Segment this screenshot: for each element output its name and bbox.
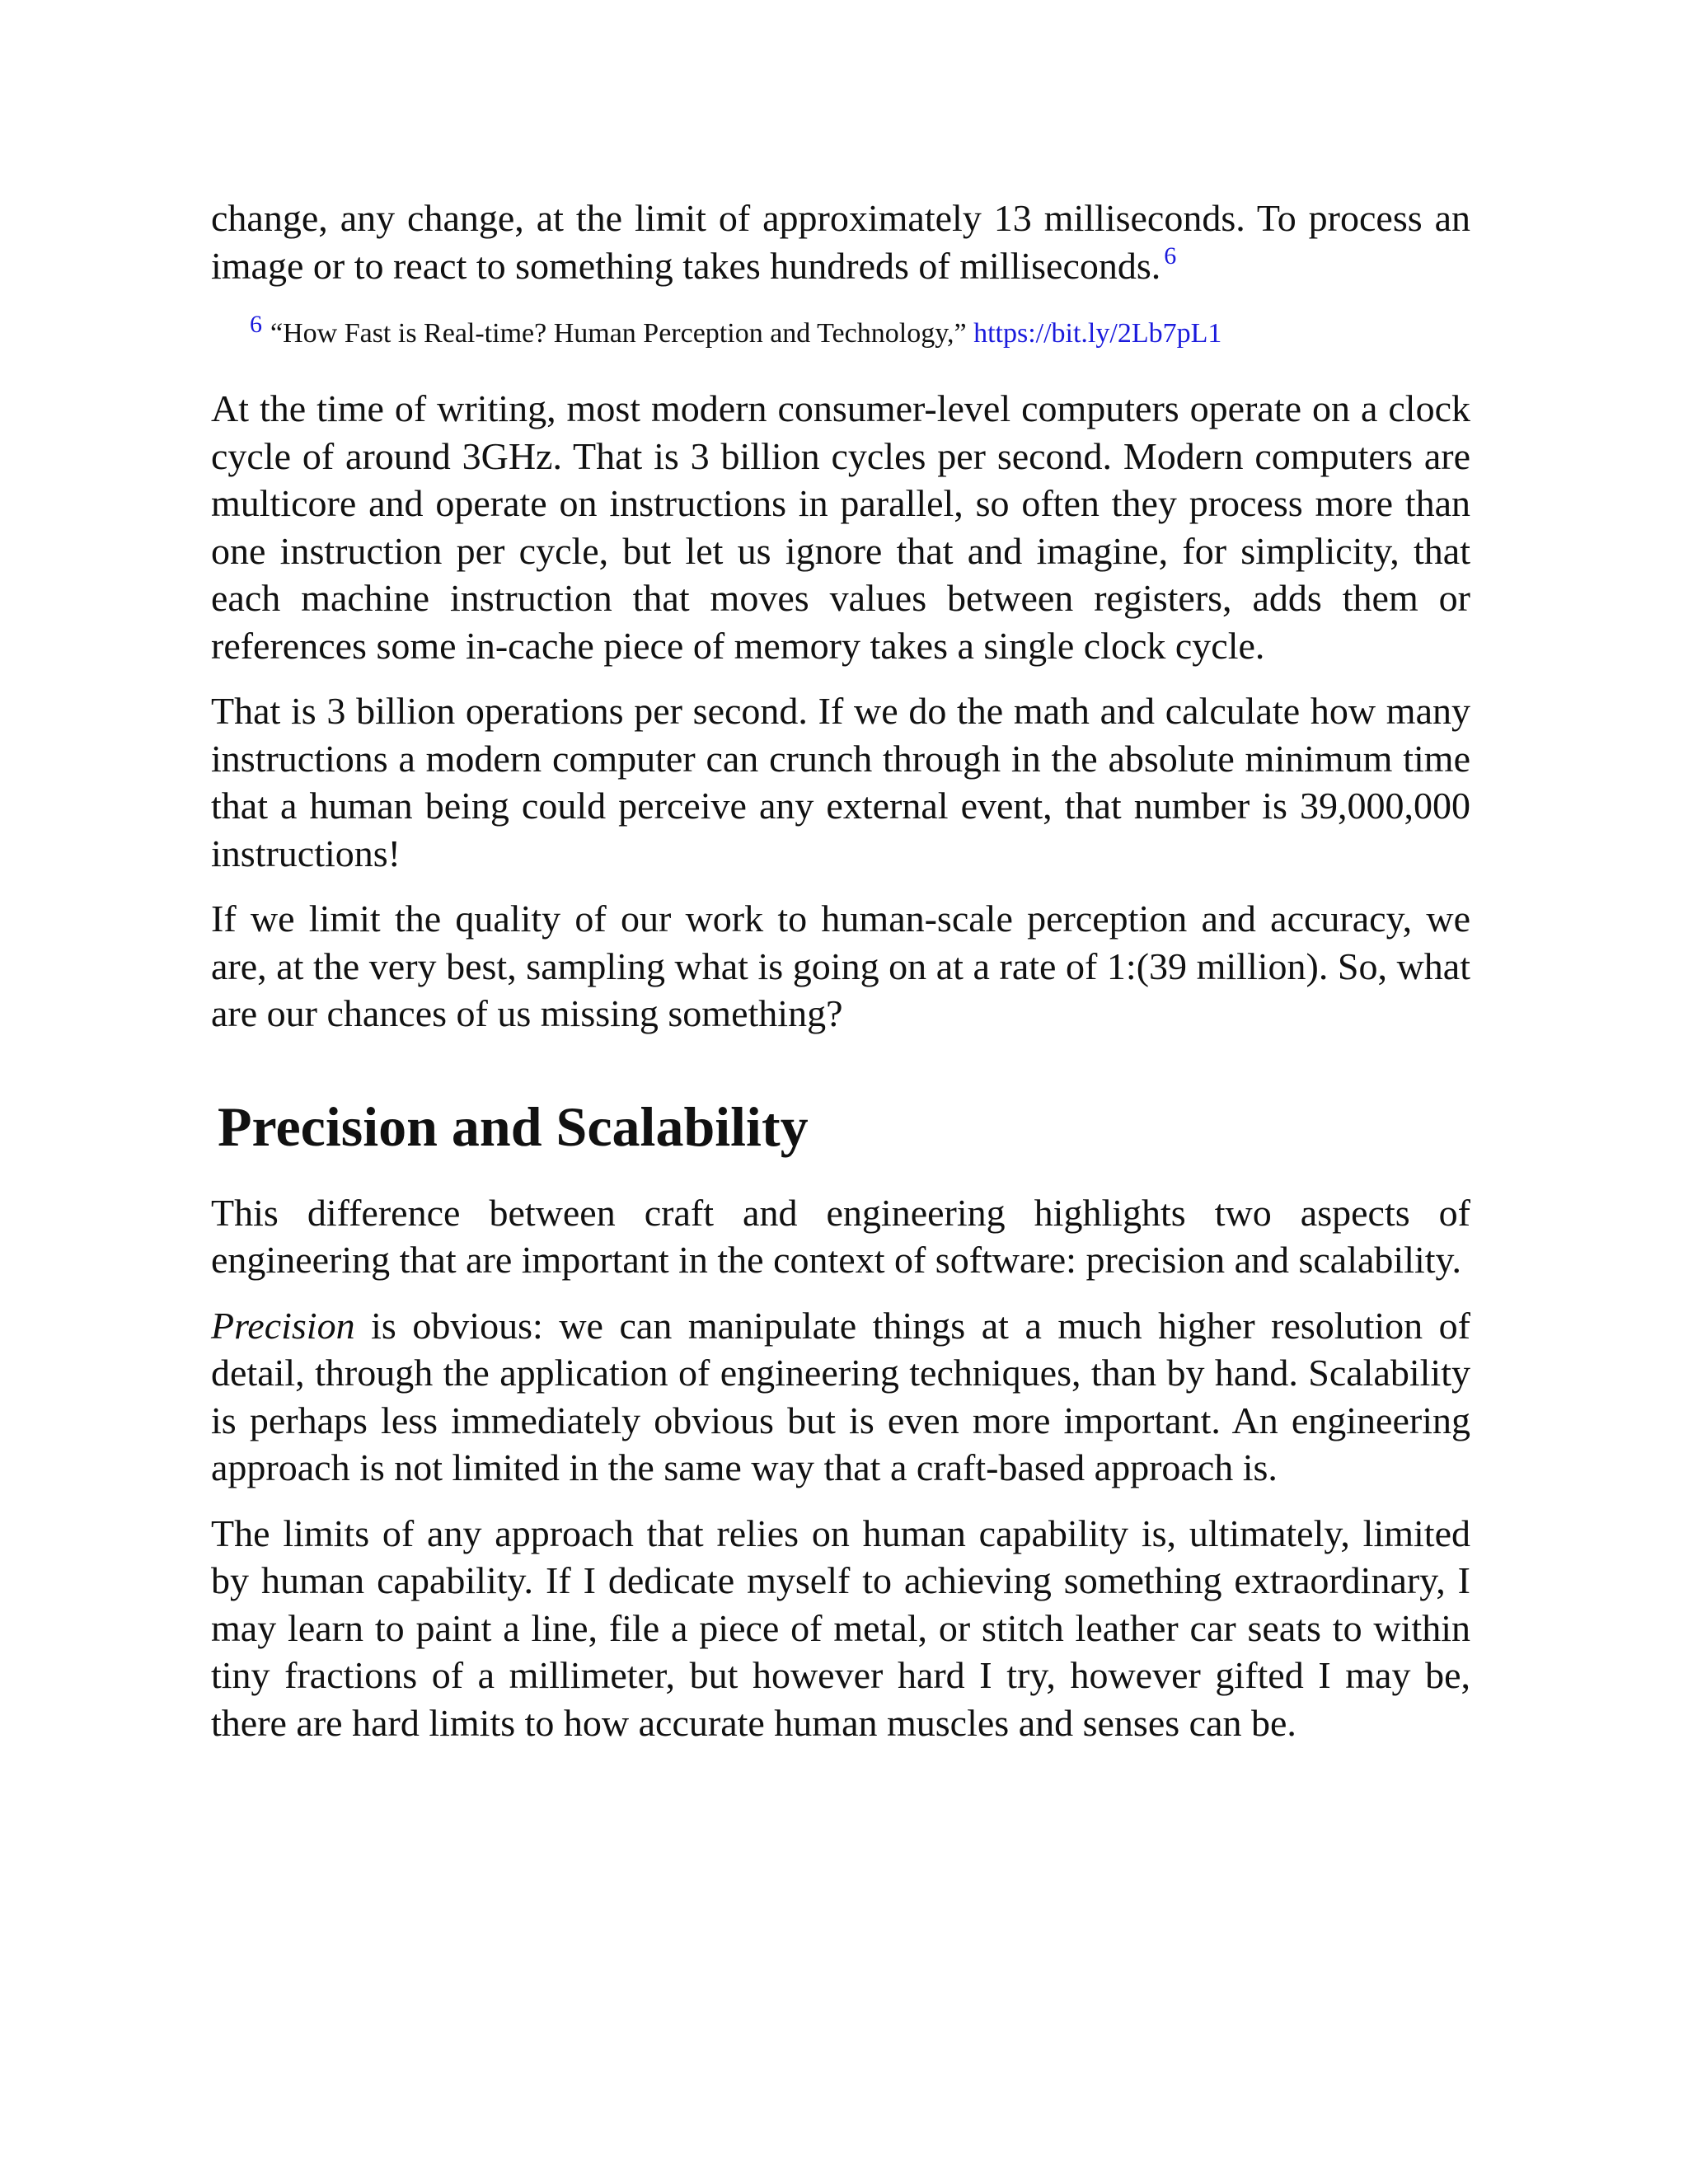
paragraph-clock-cycle: At the time of writing, most modern consumer-level computers operate on a clock cycle of around 3GHz. That is 3 billion cycles per second. Modern computers are multicore and operate on instructions in parallel, so often they process more than one instruction per cycle, but let us ignore that and imagine, for simplicity, that each machine instruction that moves values between registers, adds them or references some in-cache piece of memory takes a single clock cycle. [211,387,1470,667]
paragraph-limit: If we limit the quality of our work to human-scale perception and accuracy, we are, at the very best, sampling what is going on at a rate of 1:(39 million). So, what are our chances of us missing something? [211,898,1470,1034]
footnote-reference[interactable]: 6 [1164,241,1177,269]
paragraph-precision [211,1302,1470,1492]
footnote-mark: 6 [250,311,262,338]
footnote-link[interactable]: https://bit.ly/2Lb7pL1 [973,318,1222,349]
paragraph-difference: This difference between craft and engineering highlights two aspects of engineering that are important in the context of software: precision and scalability. [211,1191,1470,1281]
footnote [250,311,1470,352]
paragraph-intro-text: change, any change, at the limit of approximately 13 milliseconds. To process an image or to react to something takes hundreds of milliseconds. [211,197,1470,287]
section-heading: Precision and Scalability [218,1094,809,1158]
paragraph-precision-emphasis: Precision [211,1304,355,1347]
page-body [211,194,1470,1765]
paragraph-human-capability: The limits of any approach that relies on human capability is, ultimately, limited by human capability. If I dedicate myself to achieving something extraordinary, I may learn to paint a line, file a piece of metal, or stitch leather car seats to within tiny fractions of a millimeter, but however hard I try, however gifted I may be, there are hard limits to how accurate human muscles and senses can be. [211,1511,1470,1744]
paragraph-intro [211,194,1470,289]
paragraph-math: That is 3 billion operations per second. If we do the math and calculate how many instructions a modern computer can crunch through in the absolute minimum time that a human being could perceive any external event, that number is 39,000,000 instructions! [211,690,1470,874]
paragraph-precision-text: is obvious: we can manipulate things at a much higher resolution of detail, through the application of engineering techniques, than by hand. Scalability is perhaps less immediately obvious but is even more important. An engineering approach is not limited in the same way that a craft-based approach is. [211,1304,1470,1488]
footnote-text: “How Fast is Real-time? Human Perception and Technology,” [270,318,974,349]
